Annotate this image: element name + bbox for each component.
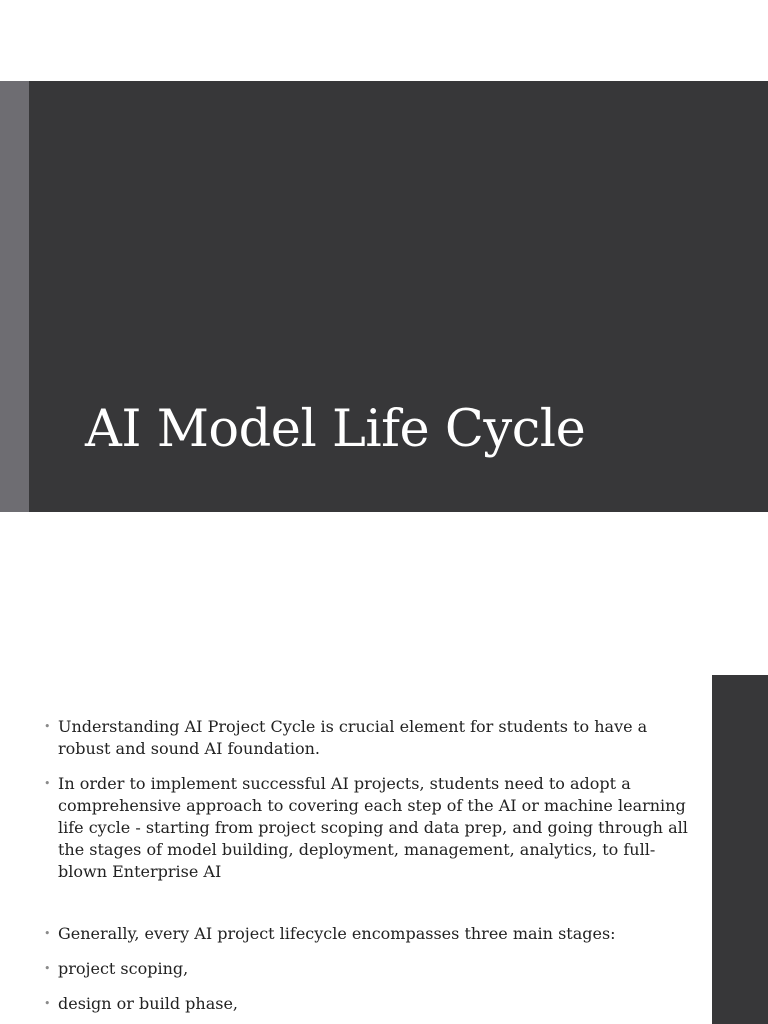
bullet-text: project scoping,: [58, 959, 189, 978]
title-slide: [0, 81, 768, 512]
bullet-text: In order to implement successful AI projects, students need to adopt a comprehensive approach to covering each step of the AI or machine learning life cycle - starting from project scoping and data prep, and going through all the stages of model building, deployment, management, analytics, to full-blown Enterprise AI: [58, 774, 688, 881]
bullet-item: [44, 993, 704, 1015]
slide-title: AI Model Life Cycle: [85, 400, 586, 459]
bullet-dot-icon: •: [44, 962, 51, 975]
bullet-dot-icon: •: [44, 777, 51, 790]
bullet-item: [44, 716, 704, 760]
bullet-item: [44, 773, 704, 883]
accent-stripe: [0, 81, 29, 512]
bullet-dot-icon: •: [44, 720, 51, 733]
bullet-item: [44, 958, 704, 980]
bullet-text: Generally, every AI project lifecycle encompasses three main stages:: [58, 924, 616, 943]
bullet-dot-icon: •: [44, 927, 51, 940]
slide-side-bar: [712, 675, 768, 1024]
bullet-item: [44, 923, 704, 945]
bullet-dot-icon: •: [44, 997, 51, 1010]
bullet-text: design or build phase,: [58, 994, 238, 1013]
bullet-list: [44, 716, 704, 1015]
bullet-text: Understanding AI Project Cycle is crucial element for students to have a robust and sound AI foundation.: [58, 717, 648, 758]
